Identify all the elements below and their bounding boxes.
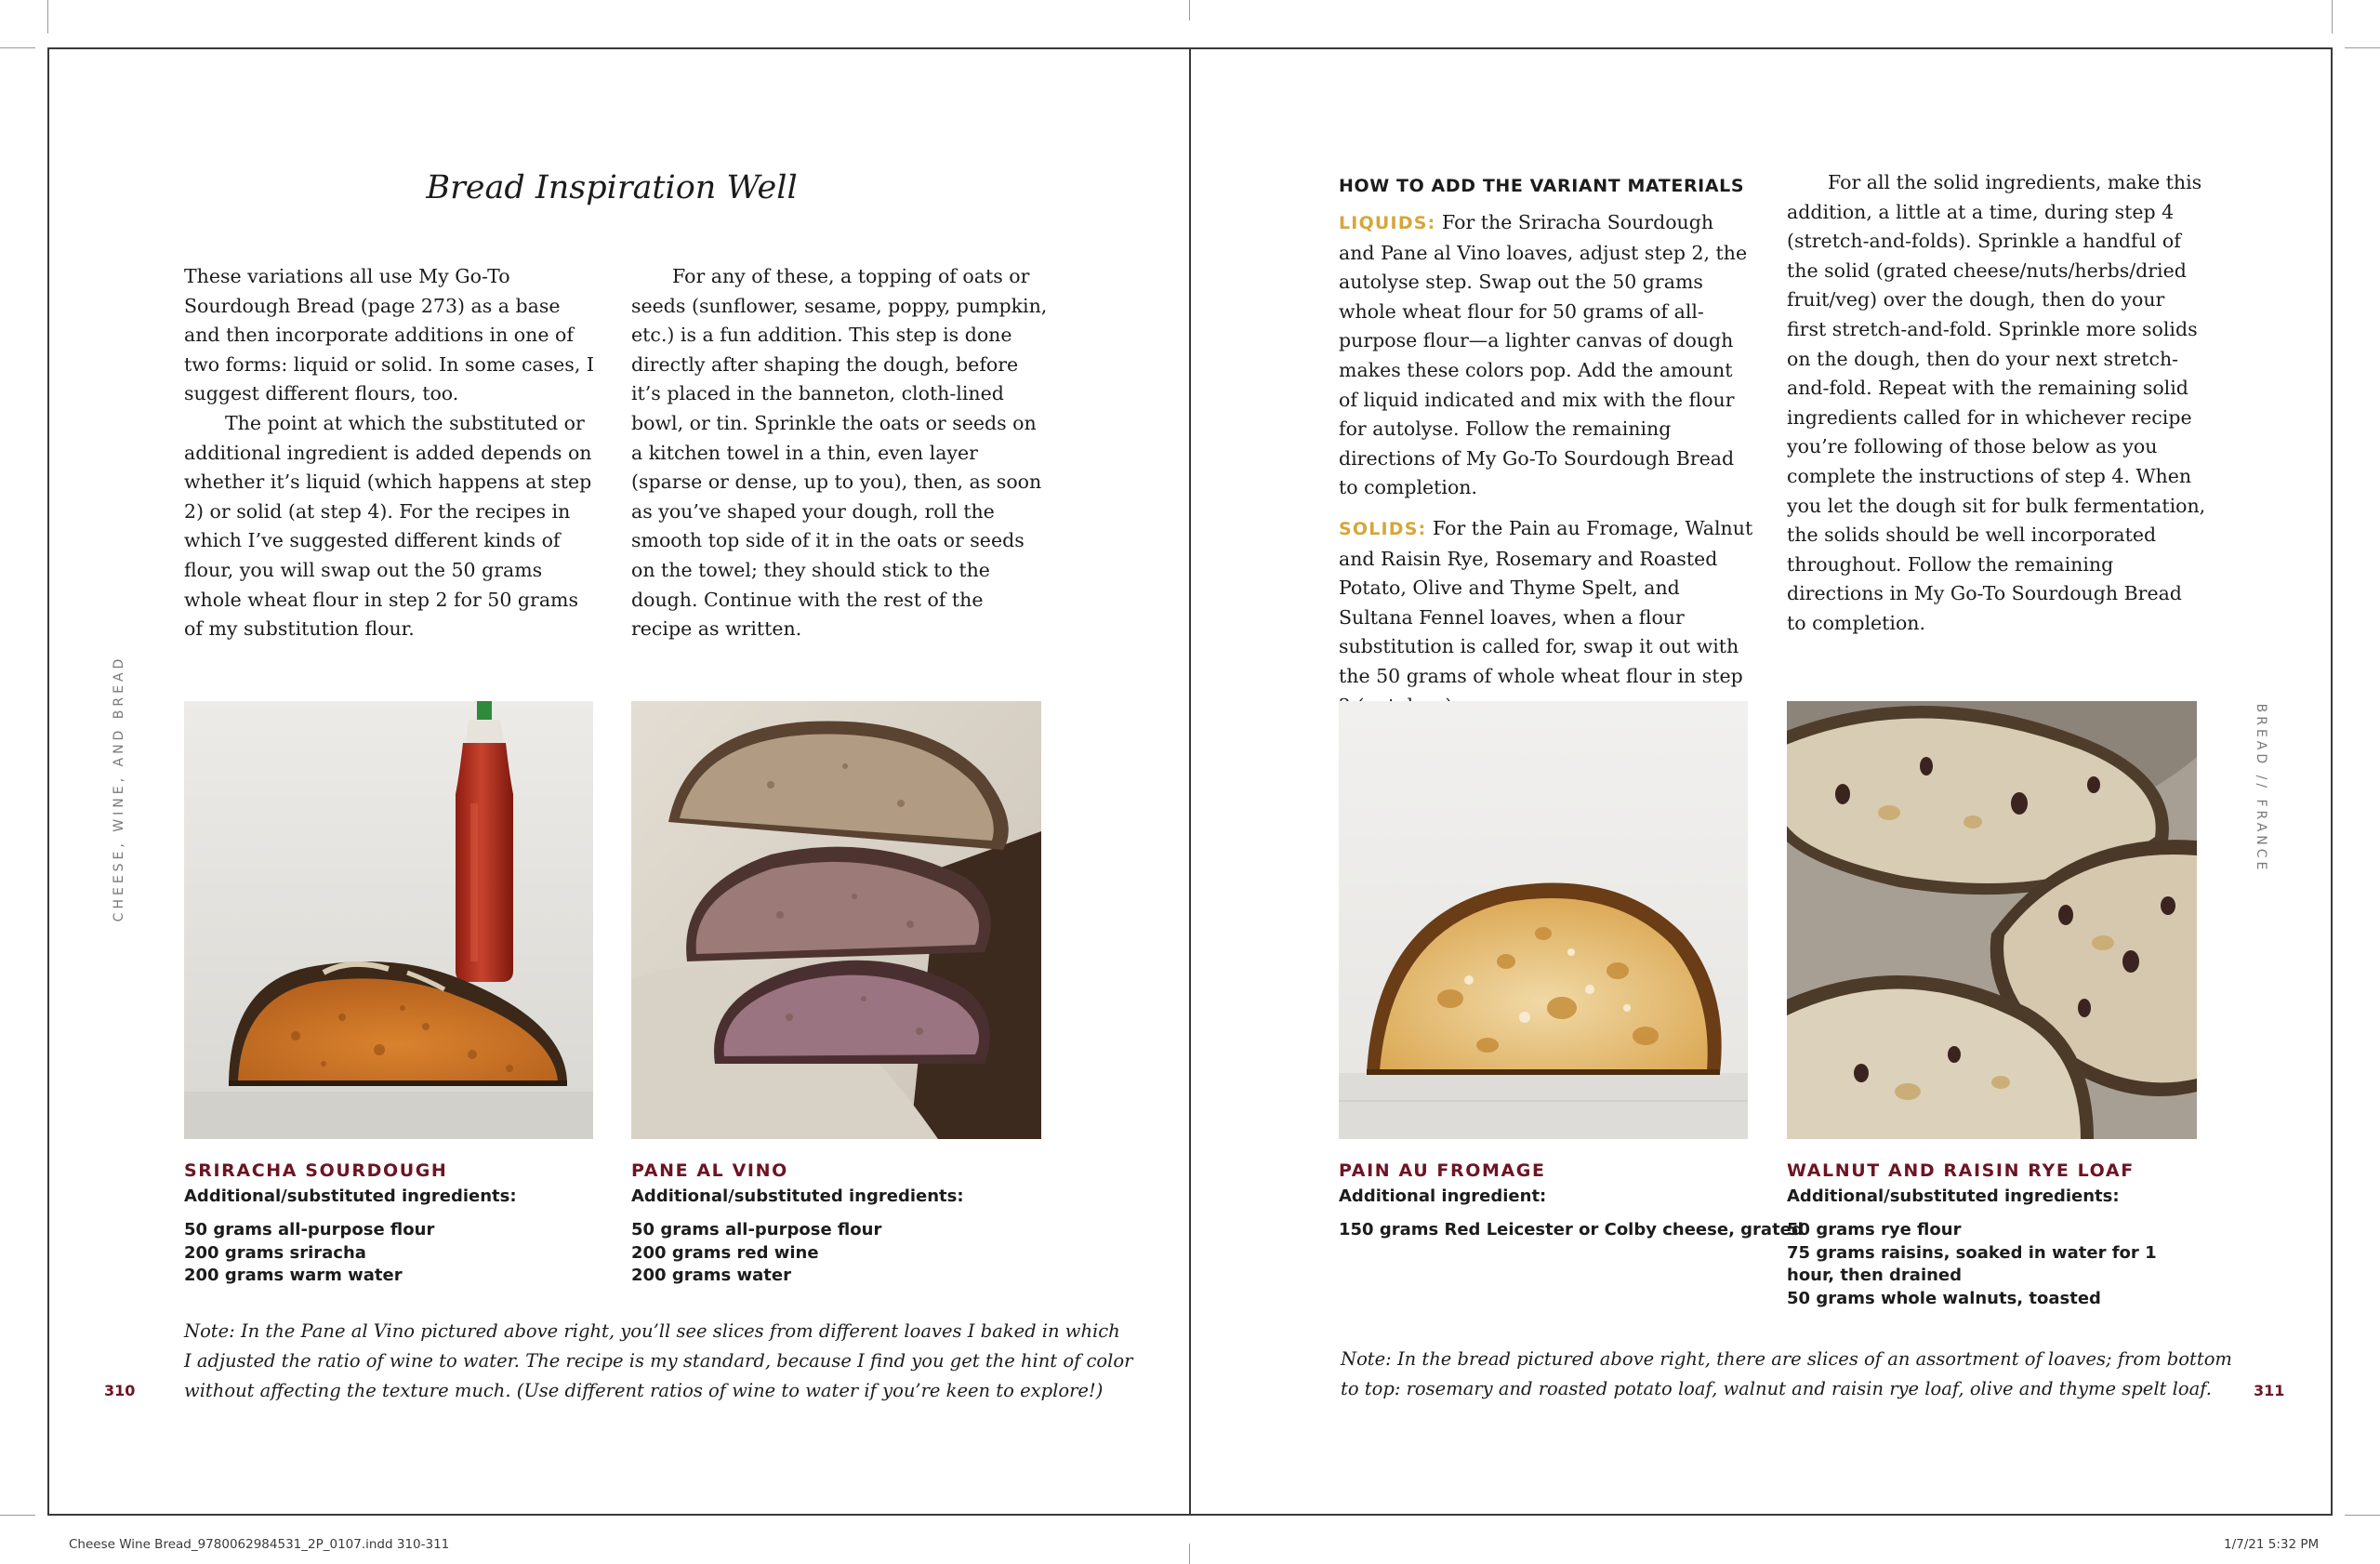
variant-column-1 — [1339, 208, 1755, 721]
liquids-paragraph — [1339, 208, 1755, 503]
recipe-title: WALNUT AND RAISIN RYE LOAF — [1787, 1160, 2135, 1181]
variant-column-2 — [1787, 168, 2207, 639]
ingredient: 75 grams raisins, soaked in water for 1 hour, then drained — [1787, 1242, 2157, 1285]
recipe-title: SRIRACHA SOURDOUGH — [184, 1160, 448, 1181]
paragraph: These variations all use My Go-To Sourdough Bread (page 273) as a base and then incorporate additions in one of two forms: liquid or solid. In some cases, I suggest different flours, too. — [184, 265, 594, 405]
recipe-title: PANE AL VINO — [631, 1160, 788, 1181]
ingredient: 150 grams Red Leicester or Colby cheese, grated — [1339, 1220, 1804, 1239]
crop-mark — [0, 47, 35, 48]
pane-al-vino-photo — [631, 701, 1041, 1139]
recipe-subtitle: Additional ingredient: — [1339, 1186, 1547, 1206]
note-line: Note: In the Pane al Vino pictured above right, you’ll see slices from different loaves I baked in which — [184, 1320, 1120, 1342]
crop-mark — [47, 0, 48, 33]
note-line: without affecting the texture much. (Use different ratios of wine to water if you’re keen to explore!) — [184, 1380, 1104, 1401]
running-head-left: CHEESE, WINE, AND BREAD — [112, 655, 126, 922]
recipe-title: PAIN AU FROMAGE — [1339, 1160, 1546, 1181]
note-line: to top: rosemary and roasted potato loaf, walnut and raisin rye loaf, olive and thyme spelt loaf. — [1341, 1378, 2212, 1399]
sriracha-bread-photo — [184, 701, 593, 1139]
liquids-label: LIQUIDS: — [1339, 213, 1436, 233]
spine-line — [1189, 47, 1191, 1516]
intro-column-2 — [631, 262, 1048, 644]
ingredient: 50 grams rye flour — [1787, 1220, 1962, 1239]
page-title: Bread Inspiration Well — [426, 169, 798, 206]
walnut-raisin-rye-illustration — [1787, 701, 2197, 1139]
recipe-subtitle: Additional/substituted ingredients: — [1787, 1186, 2120, 1206]
recipe-subtitle: Additional/substituted ingredients: — [631, 1186, 964, 1206]
walnut-raisin-rye-photo — [1787, 701, 2197, 1139]
pain-au-fromage-photo — [1339, 701, 1748, 1139]
note-line: Note: In the bread pictured above right, there are slices of an assortment of loaves; from bottom — [1341, 1348, 2232, 1370]
liquids-text: For the Sriracha Sourdough and Pane al Vino loaves, adjust step 2, the autolyse step. Swap out the 50 grams whole wheat flour for 50 grams of all-purpose flour—a lighter canvas of dough makes these colors pop. Add the amount of liquid indicated and mix with the flour for autolyse. Follow the remaining directions of My Go-To Sourdough Bread to completion. — [1339, 211, 1748, 499]
file-slug: Cheese Wine Bread_9780062984531_2P_0107.indd 310-311 — [69, 1537, 450, 1552]
pane-al-vino-illustration — [631, 701, 1041, 1139]
ingredient-list — [184, 1219, 612, 1288]
ingredient: 50 grams all-purpose flour — [184, 1220, 435, 1239]
running-head-right: BREAD // FRANCE — [2254, 703, 2268, 874]
ingredient: 200 grams water — [631, 1266, 791, 1285]
crop-mark — [0, 1515, 35, 1516]
right-note — [1341, 1345, 2233, 1404]
left-note — [184, 1317, 1133, 1406]
paragraph: For any of these, a topping of oats or seeds (sunflower, sesame, poppy, pumpkin, etc.) is a fun addition. This step is done directly after shaping the dough, before it’s placed in the banneton, cloth-lined bowl, or tin. Sprinkle the oats or seeds on a kitchen towel in a thin, even layer (sparse or dense, up to you), then, as soon as you’ve shaped your dough, roll the smooth top side of it in the oats or seeds on the towel; they should stick to the dough. Continue with the rest of the recipe as written. — [631, 265, 1048, 641]
sriracha-caption — [184, 1160, 612, 1288]
pane-al-vino-caption — [631, 1160, 1059, 1288]
crop-mark — [2345, 1515, 2380, 1516]
intro-column-1 — [184, 262, 599, 644]
crop-mark — [1189, 1544, 1190, 1564]
ingredient-list — [631, 1219, 1059, 1288]
pain-au-fromage-illustration — [1339, 701, 1748, 1139]
ingredient-list — [1339, 1219, 1804, 1242]
date-slug: 1/7/21 5:32 PM — [2224, 1537, 2320, 1552]
ingredient: 50 grams whole walnuts, toasted — [1787, 1288, 2101, 1308]
note-line: I adjusted the ratio of wine to water. The recipe is my standard, because I find you get the hint of color — [184, 1350, 1133, 1372]
sriracha-bread-illustration — [184, 701, 593, 1139]
solids-label: SOLIDS: — [1339, 518, 1427, 539]
crop-mark — [1189, 0, 1190, 20]
recipe-subtitle: Additional/substituted ingredients: — [184, 1186, 517, 1206]
solids-text: For the Pain au Fromage, Walnut and Raisin Rye, Rosemary and Roasted Potato, Olive and Thyme Spelt, and Sultana Fennel loaves, when a flour substitution is called for, swap it out with the 50 grams of whole wheat flour in step — [1339, 516, 1753, 687]
ingredient: 200 grams warm water — [184, 1266, 403, 1285]
pain-au-fromage-caption — [1339, 1160, 1804, 1242]
crop-mark — [2345, 47, 2380, 48]
crop-mark — [2332, 0, 2333, 33]
ingredient: 200 grams red wine — [631, 1242, 819, 1263]
section-heading: HOW TO ADD THE VARIANT MATERIALS — [1339, 176, 1745, 196]
ingredient: 50 grams all-purpose flour — [631, 1220, 882, 1239]
solids-paragraph — [1339, 514, 1755, 721]
paragraph: The point at which the substituted or additional ingredient is added depends on whether it’s liquid (which happens at step 2) or solid (at step 4). For the recipes in which I’ve suggested different kinds of flour, you will swap out the 50 grams whole wheat flour in step 2 for 50 grams of my substitution flour. — [184, 411, 592, 641]
page-number-left: 310 — [104, 1382, 136, 1399]
paragraph: For all the solid ingredients, make this addition, a little at a time, during step 4 (stretch-and-folds). Sprinkle a handful of the solid (grated cheese/nuts/herbs/dried fruit/veg) over the dough, then do your first stretch-and-fold. Sprinkle more solids on the dough, then do your next stretch-and-fold. Repeat with the remaining solid ingredients called for in whichever recipe you’re following of those below as you complete the instructions of step 4. When you let the dough sit for bulk fermentation, the solids should be well incorporated throughout. Follow the remaining directions in My Go-To Sourdough Bread to completion. — [1787, 171, 2206, 634]
walnut-raisin-rye-caption — [1787, 1160, 2224, 1310]
ingredient-list — [1787, 1219, 2196, 1310]
ingredient: 200 grams sriracha — [184, 1242, 366, 1263]
page-number-right: 311 — [2254, 1382, 2285, 1399]
